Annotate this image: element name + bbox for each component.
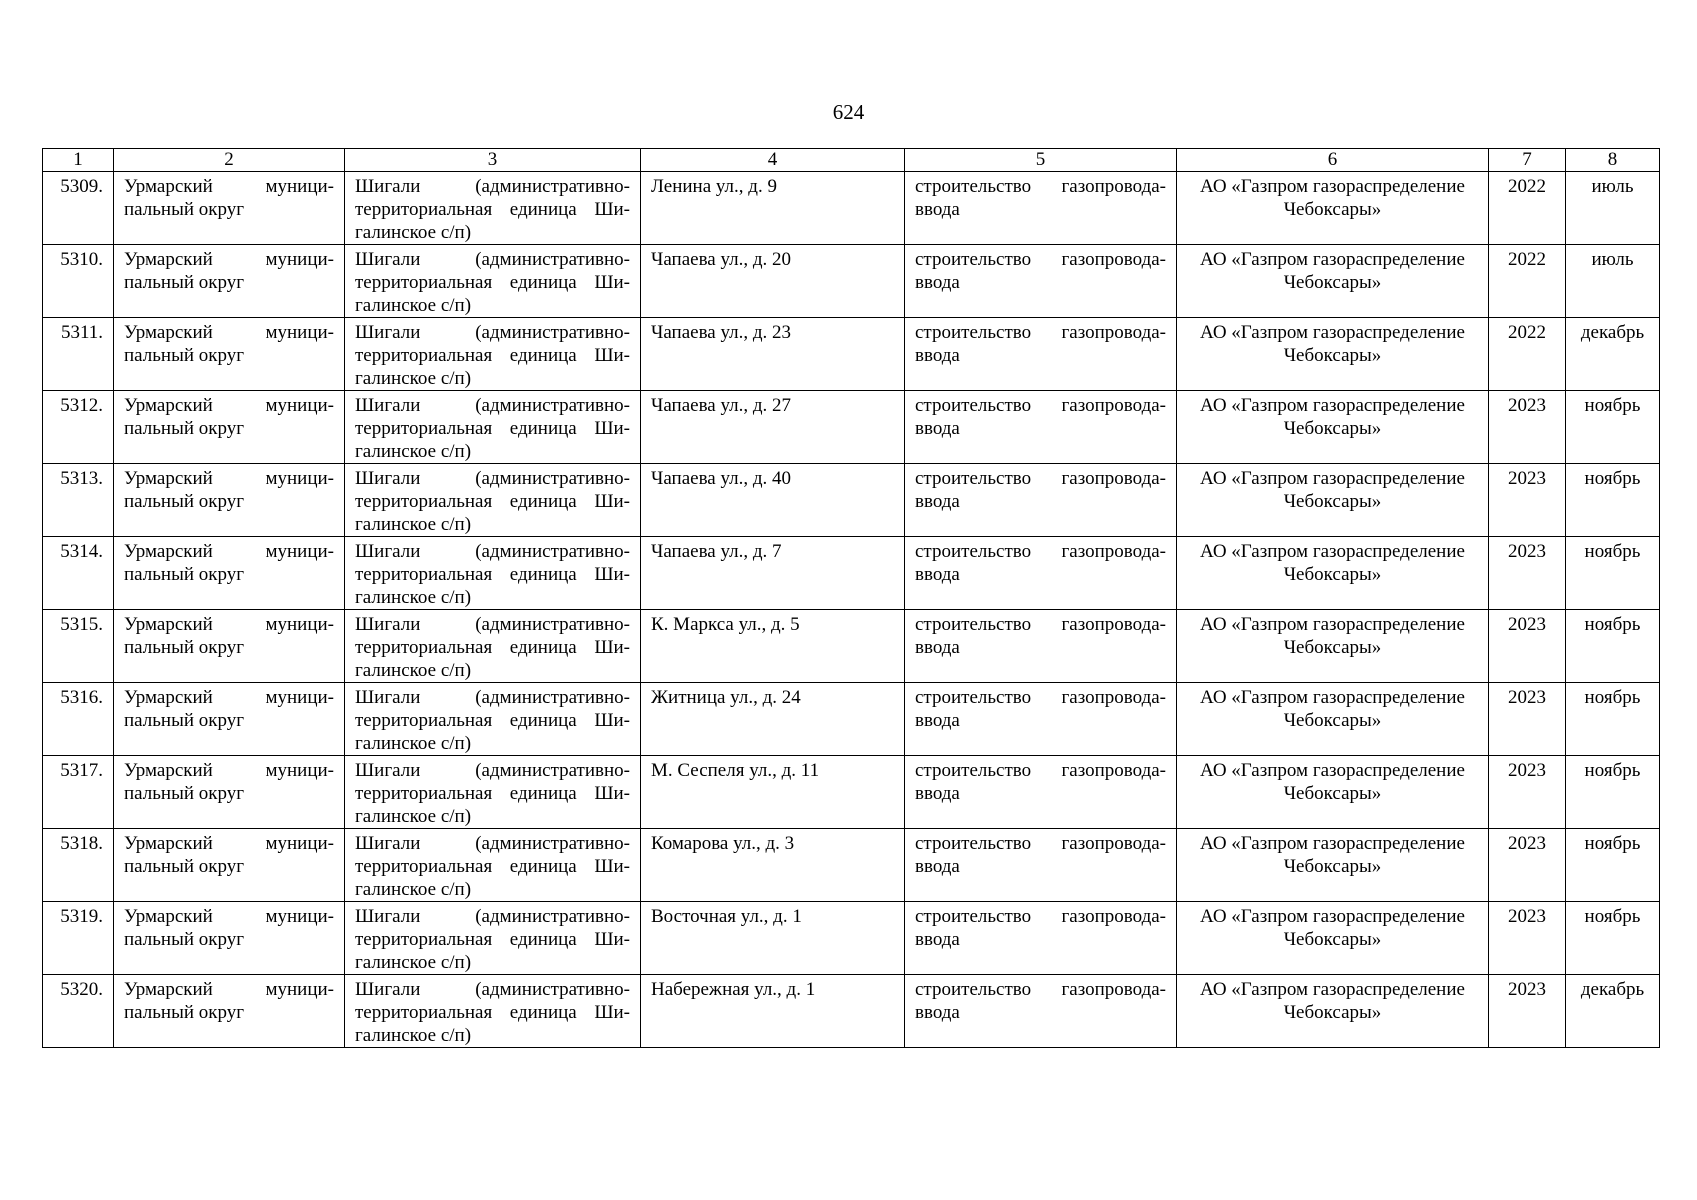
organization-cell: АО «Газпром газораспределение Чебоксары» [1177,391,1489,464]
settlement-cell: Шигали (административно-территориальная единица Ши-галинское с/п) [345,610,641,683]
header-cell: 6 [1177,149,1489,172]
row-number-cell: 5311. [43,318,114,391]
table-row [43,318,1660,391]
table-row [43,683,1660,756]
work-type-cell: строительство газопровода-ввода [905,683,1177,756]
row-number-cell: 5316. [43,683,114,756]
row-number-cell: 5319. [43,902,114,975]
month-cell: ноябрь [1566,902,1660,975]
row-number-cell: 5313. [43,464,114,537]
settlement-cell: Шигали (административно-территориальная единица Ши-галинское с/п) [345,537,641,610]
address-cell: М. Сеспеля ул., д. 11 [641,756,905,829]
settlement-cell: Шигали (административно-территориальная единица Ши-галинское с/п) [345,683,641,756]
municipality-cell: Урмарский муници-пальный округ [114,172,345,245]
header-cell: 8 [1566,149,1660,172]
municipality-cell: Урмарский муници-пальный округ [114,829,345,902]
table-row [43,537,1660,610]
work-type-cell: строительство газопровода-ввода [905,537,1177,610]
settlement-cell: Шигали (административно-территориальная единица Ши-галинское с/п) [345,245,641,318]
year-cell: 2023 [1489,902,1566,975]
settlement-cell: Шигали (административно-территориальная единица Ши-галинское с/п) [345,829,641,902]
row-number-cell: 5314. [43,537,114,610]
settlement-cell: Шигали (административно-территориальная единица Ши-галинское с/п) [345,318,641,391]
organization-cell: АО «Газпром газораспределение Чебоксары» [1177,683,1489,756]
year-cell: 2023 [1489,610,1566,683]
month-cell: ноябрь [1566,537,1660,610]
municipality-cell: Урмарский муници-пальный округ [114,245,345,318]
municipality-cell: Урмарский муници-пальный округ [114,537,345,610]
work-type-cell: строительство газопровода-ввода [905,318,1177,391]
work-type-cell: строительство газопровода-ввода [905,902,1177,975]
row-number-cell: 5309. [43,172,114,245]
address-cell: Чапаева ул., д. 7 [641,537,905,610]
organization-cell: АО «Газпром газораспределение Чебоксары» [1177,829,1489,902]
header-cell: 3 [345,149,641,172]
organization-cell: АО «Газпром газораспределение Чебоксары» [1177,537,1489,610]
table-row [43,391,1660,464]
municipality-cell: Урмарский муници-пальный округ [114,318,345,391]
row-number-cell: 5320. [43,975,114,1048]
month-cell: ноябрь [1566,464,1660,537]
month-cell: июль [1566,172,1660,245]
municipality-cell: Урмарский муници-пальный округ [114,756,345,829]
year-cell: 2022 [1489,318,1566,391]
year-cell: 2023 [1489,537,1566,610]
header-cell: 1 [43,149,114,172]
month-cell: декабрь [1566,318,1660,391]
address-cell: Комарова ул., д. 3 [641,829,905,902]
settlement-cell: Шигали (административно-территориальная единица Ши-галинское с/п) [345,391,641,464]
municipality-cell: Урмарский муници-пальный округ [114,391,345,464]
settlement-cell: Шигали (административно-территориальная единица Ши-галинское с/п) [345,172,641,245]
row-number-cell: 5310. [43,245,114,318]
table-row [43,172,1660,245]
work-type-cell: строительство газопровода-ввода [905,610,1177,683]
address-cell: Житница ул., д. 24 [641,683,905,756]
address-cell: Ленина ул., д. 9 [641,172,905,245]
row-number-cell: 5315. [43,610,114,683]
address-cell: Чапаева ул., д. 27 [641,391,905,464]
month-cell: ноябрь [1566,391,1660,464]
month-cell: ноябрь [1566,610,1660,683]
year-cell: 2022 [1489,245,1566,318]
header-cell: 5 [905,149,1177,172]
month-cell: ноябрь [1566,683,1660,756]
organization-cell: АО «Газпром газораспределение Чебоксары» [1177,902,1489,975]
month-cell: ноябрь [1566,756,1660,829]
table-row [43,610,1660,683]
work-type-cell: строительство газопровода-ввода [905,245,1177,318]
organization-cell: АО «Газпром газораспределение Чебоксары» [1177,318,1489,391]
work-type-cell: строительство газопровода-ввода [905,975,1177,1048]
organization-cell: АО «Газпром газораспределение Чебоксары» [1177,975,1489,1048]
settlement-cell: Шигали (административно-территориальная единица Ши-галинское с/п) [345,464,641,537]
row-number-cell: 5318. [43,829,114,902]
municipality-cell: Урмарский муници-пальный округ [114,975,345,1048]
year-cell: 2022 [1489,172,1566,245]
registry-table [42,148,1660,1048]
municipality-cell: Урмарский муници-пальный округ [114,902,345,975]
table-row [43,756,1660,829]
organization-cell: АО «Газпром газораспределение Чебоксары» [1177,610,1489,683]
year-cell: 2023 [1489,683,1566,756]
month-cell: ноябрь [1566,829,1660,902]
header-cell: 7 [1489,149,1566,172]
municipality-cell: Урмарский муници-пальный округ [114,464,345,537]
address-cell: Восточная ул., д. 1 [641,902,905,975]
work-type-cell: строительство газопровода-ввода [905,172,1177,245]
header-row [43,149,1660,172]
address-cell: Чапаева ул., д. 40 [641,464,905,537]
table-row [43,245,1660,318]
organization-cell: АО «Газпром газораспределение Чебоксары» [1177,464,1489,537]
header-cell: 2 [114,149,345,172]
organization-cell: АО «Газпром газораспределение Чебоксары» [1177,245,1489,318]
table-row [43,975,1660,1048]
row-number-cell: 5312. [43,391,114,464]
row-number-cell: 5317. [43,756,114,829]
work-type-cell: строительство газопровода-ввода [905,829,1177,902]
table-body [43,172,1660,1048]
work-type-cell: строительство газопровода-ввода [905,464,1177,537]
settlement-cell: Шигали (административно-территориальная единица Ши-галинское с/п) [345,975,641,1048]
address-cell: К. Маркса ул., д. 5 [641,610,905,683]
month-cell: декабрь [1566,975,1660,1048]
year-cell: 2023 [1489,829,1566,902]
settlement-cell: Шигали (административно-территориальная единица Ши-галинское с/п) [345,756,641,829]
month-cell: июль [1566,245,1660,318]
table-row [43,902,1660,975]
year-cell: 2023 [1489,975,1566,1048]
settlement-cell: Шигали (административно-территориальная единица Ши-галинское с/п) [345,902,641,975]
header-cell: 4 [641,149,905,172]
work-type-cell: строительство газопровода-ввода [905,391,1177,464]
address-cell: Чапаева ул., д. 23 [641,318,905,391]
organization-cell: АО «Газпром газораспределение Чебоксары» [1177,756,1489,829]
municipality-cell: Урмарский муници-пальный округ [114,610,345,683]
year-cell: 2023 [1489,756,1566,829]
year-cell: 2023 [1489,391,1566,464]
page-number: 624 [832,100,865,124]
address-cell: Чапаева ул., д. 20 [641,245,905,318]
address-cell: Набережная ул., д. 1 [641,975,905,1048]
table-row [43,464,1660,537]
table-row [43,829,1660,902]
municipality-cell: Урмарский муници-пальный округ [114,683,345,756]
work-type-cell: строительство газопровода-ввода [905,756,1177,829]
organization-cell: АО «Газпром газораспределение Чебоксары» [1177,172,1489,245]
year-cell: 2023 [1489,464,1566,537]
